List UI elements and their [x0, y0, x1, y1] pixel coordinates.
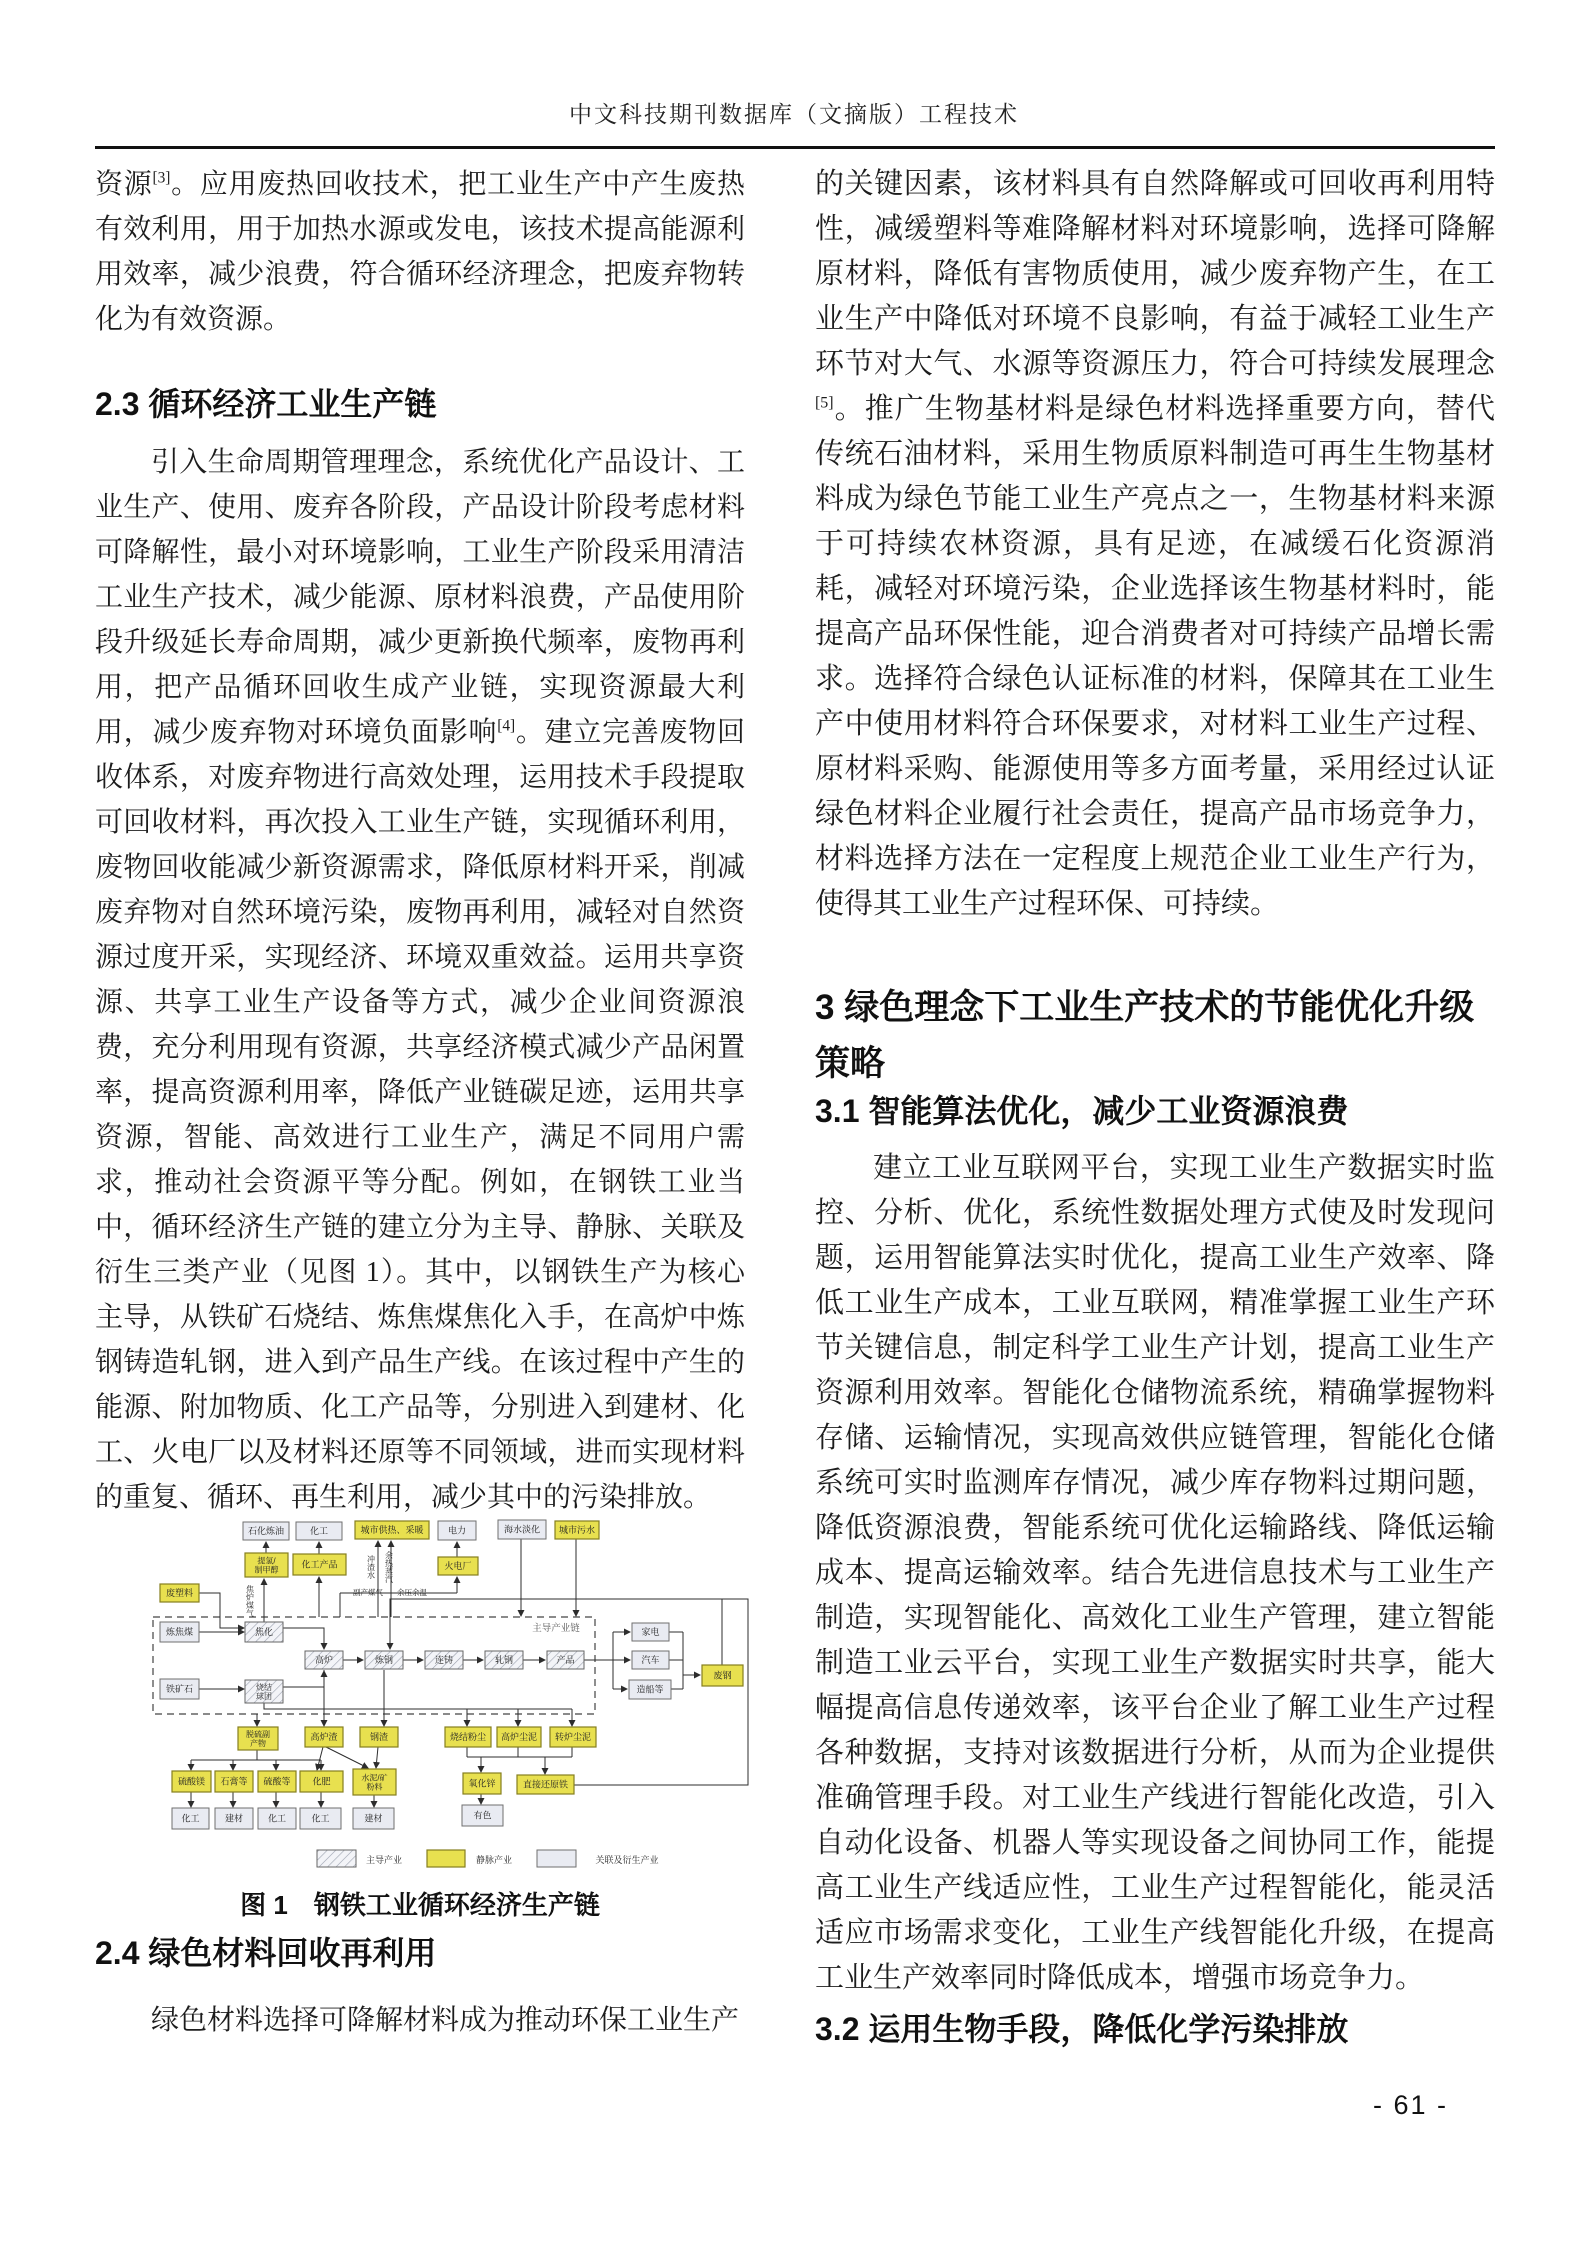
- figure-edge: [283, 1628, 324, 1649]
- figure-node-blast-furnace-slag: [305, 1727, 343, 1747]
- svg-text:化工: 化工: [311, 1813, 330, 1824]
- figure-label-legend-rel-label: 关联及衍生产业: [595, 1855, 659, 1865]
- figure-node-product: [547, 1651, 584, 1669]
- figure-label-residual-pressure-heat: 余压余温: [397, 1588, 427, 1597]
- figure-node-desulfur-byproduct: [238, 1727, 278, 1750]
- figure-edge: [283, 1671, 324, 1687]
- figure-node-building-material-b2: [353, 1808, 394, 1829]
- figure-node-legend-main-swatch: [317, 1850, 356, 1867]
- svg-text:火电厂: 火电厂: [444, 1561, 472, 1571]
- figure-label-byproduct-gas: 副产煤气: [353, 1588, 383, 1597]
- figure-edge: [376, 1747, 378, 1768]
- svg-text:提氢/制甲醇: 提氢/制甲醇: [254, 1556, 279, 1575]
- svg-text:烧结球团: 烧结球团: [256, 1683, 272, 1701]
- figure-node-continuous-casting: [425, 1651, 463, 1669]
- figure-edge: [317, 1747, 323, 1770]
- svg-text:连铸: 连铸: [434, 1655, 454, 1665]
- figure-1-caption: 图 1 钢铁工业循环经济生产链: [240, 1890, 600, 1920]
- figure-node-city-sewage: [555, 1521, 599, 1539]
- left-column: [95, 0, 745, 2245]
- figure-node-sulfuric-acid: [258, 1771, 296, 1792]
- figure-node-chemical-b1: [172, 1808, 209, 1829]
- figure-node-legend-rel-swatch: [537, 1850, 576, 1867]
- svg-text:炼钢: 炼钢: [374, 1655, 394, 1665]
- figure-node-converter-dust-sludge: [550, 1727, 596, 1747]
- right-column: [815, 0, 1495, 2245]
- svg-text:化肥: 化肥: [312, 1776, 331, 1787]
- svg-text:造船等: 造船等: [636, 1684, 664, 1695]
- paragraph-circular-economy-chain: 引入生命周期管理理念，系统优化产品设计、工业生产、使用、废弃各阶段，产品设计阶段考虑材料可降解性，最小对环境影响，工业生产阶段采用清洁工业生产技术，减少能源、原材料浪费，产品使用阶段升级延长寿命周期，减少更新换代频率，废物再利用，把产品循环回收生成产业链，实现资源最大利用，减少废弃物对环境负面影响[4]。建立完善废物回收体系，对废弃物进行高效处理，运用技术手段提取可回收材料，再次投入工业生产链，实现循环利用，废物回收能减少新资源需求，降低原材料开采，削减废弃物对自然环境污染，废物再利用，减轻对自然资源过度开采，实现经济、环境双重效益。运用共享资源、共享工业生产设备等方式，减少企业间资源浪费，充分利用现有资源，共享经济模式减少产品闲置率，提高资源利用率，降低产业链碳足迹，运用共享资源，智能、高效进行工业生产，满足不同用户需求，推动社会资源平等分配。例如，在钢铁工业当中，循环经济生产链的建立分为主导、静脉、关联及衍生三类产业（见图 1）。其中，以钢铁生产为核心主导，从铁矿石烧结、炼焦煤焦化入手，在高炉中炼钢铸造轧钢，进入到产品生产线。在该过程中产生的能源、附加物质、化工产品等，分别进入到建材、化工、火电厂以及材料还原等不同领域，进而实现材料的重复、循环、再生利用，减少其中的污染排放。: [95, 447, 745, 1513]
- figure-node-cement-slag-powder: [353, 1769, 396, 1795]
- svg-text:城市供热、采暖: 城市供热、采暖: [360, 1525, 424, 1535]
- svg-text:焦化: 焦化: [254, 1627, 274, 1637]
- figure-node-chemical-b3: [300, 1808, 341, 1829]
- figure-node-blast-furnace: [305, 1651, 343, 1669]
- heading-3: 3 绿色理念下工业生产技术的节能优化升级策略: [815, 988, 1475, 1083]
- figure-vlabel-slag-flushing-water: 冲渣水: [366, 1555, 376, 1579]
- svg-text:废塑料: 废塑料: [165, 1588, 194, 1598]
- svg-text:直接还原铁: 直接还原铁: [522, 1779, 569, 1790]
- svg-text:有色: 有色: [473, 1810, 492, 1821]
- svg-text:硫酸镁: 硫酸镁: [177, 1776, 206, 1787]
- svg-text:硫酸等: 硫酸等: [263, 1776, 291, 1787]
- svg-text:汽车: 汽车: [641, 1655, 660, 1665]
- figure-node-waste-plastic: [160, 1584, 199, 1602]
- paragraph-degradable-materials: 的关键因素，该材料具有自然降解或可回收再利用特性，减缓塑料等难降解材料对环境影响，选择可降解原材料，降低有害物质使用，减少废弃物产生，在工业生产中降低对环境不良影响，有益于减轻工业生产环节对大气、水源等资源压力，符合可持续发展理念[5]。推广生物基材料是绿色材料选择重要方向，替代传统石油材料，采用生物质原料制造可再生生物基材料成为绿色节能工业生产亮点之一，生物基材料来源于可持续农林资源，具有足迹，在减缓石化资源消耗，减轻对环境污染，企业选择该生物基材料时，能提高产品环保性能，迎合消费者对可持续产品增长需求。选择符合绿色认证标准的材料，保障其在工业生产中使用材料符合环保要求，对材料工业生产过程、原材料采购、能源使用等多方面考量，采用经过认证绿色材料企业履行社会责任，提高产品市场竞争力，材料选择方法在一定程度上规范企业工业生产行为，使得其工业生产过程环保、可持续。: [815, 168, 1495, 920]
- figure-edge: [264, 1703, 572, 1709]
- page-header-title: 中文科技期刊数据库（文摘版）工程技术: [569, 102, 1019, 127]
- figure-node-coking: [245, 1622, 283, 1642]
- figure-node-hydrogen-methanol: [245, 1553, 288, 1577]
- figure-node-steel-slag: [360, 1727, 398, 1747]
- svg-text:海水淡化: 海水淡化: [503, 1524, 541, 1535]
- figure-node-electric-power: [438, 1521, 476, 1540]
- figure-node-petrochemical-refining: [243, 1522, 289, 1540]
- figure-node-automobile: [632, 1651, 669, 1669]
- svg-text:水泥/矿粉料: 水泥/矿粉料: [361, 1773, 388, 1792]
- figure-node-chemical-b2: [258, 1808, 296, 1829]
- heading-3-2: 3.2 运用生物手段，降低化学污染排放: [815, 2011, 1349, 2047]
- figure-label-main-chain-label: 主导产业链: [532, 1623, 580, 1634]
- figure-edge: [326, 1747, 368, 1768]
- figure-node-shipbuilding: [629, 1680, 671, 1699]
- figure-node-chemical-industry-top: [296, 1522, 342, 1540]
- figure-node-magnesium-sulfate: [172, 1771, 211, 1792]
- figure-node-steelmaking: [365, 1651, 403, 1669]
- svg-text:烧结粉尘: 烧结粉尘: [449, 1732, 487, 1742]
- svg-text:高炉渣: 高炉渣: [310, 1732, 338, 1742]
- svg-text:产品: 产品: [556, 1655, 575, 1665]
- figure-node-city-heating: [355, 1521, 429, 1539]
- svg-text:高炉尘泥: 高炉尘泥: [500, 1732, 538, 1742]
- svg-text:炼焦煤: 炼焦煤: [165, 1627, 194, 1637]
- svg-text:铁矿石: 铁矿石: [165, 1684, 194, 1694]
- paragraph-green-material-intro: 绿色材料选择可降解材料成为推动环保工业生产: [151, 2005, 740, 2036]
- svg-text:家电: 家电: [641, 1627, 660, 1637]
- figure-node-bf-dust-sludge: [497, 1727, 541, 1747]
- figure-vlabel-waste-heat-steam: 余热蒸汽: [384, 1551, 394, 1583]
- paragraph-waste-heat-recovery: 资源[3]。应用废热回收技术，把工业生产中产生废热有效利用，用于加热水源或发电，该技术提高能源利用效率，减少浪费，符合循环经济理念，把废弃物转化为有效资源。: [95, 169, 745, 335]
- paragraph-smart-algorithm: 建立工业互联网平台，实现工业生产数据实时监控、分析、优化，系统性数据处理方式使及时发现问题，运用智能算法实时优化，提高工业生产效率、降低工业生产成本，工业互联网，精准掌握工业生产环节关键信息，制定科学工业生产计划，提高工业生产资源利用效率。智能化仓储物流系统，精确掌握物料存储、运输情况，实现高效供应链管理，智能化仓储系统可实时监测库存情况，减少库存物料过期问题，降低资源浪费，智能系统可优化运输路线、降低运输成本、提高运输效率。结合先进信息技术与工业生产制造，实现智能化、高效化工业生产管理，建立智能制造工业云平台，实现工业生产数据实时共享，能大幅提高信息传递效率，该平台企业了解工业生产过程各种数据，支持对该数据进行分析，从而为企业提供准确管理手段。对工业生产线进行智能化改造，引入自动化设备、机器人等实现设备之间协同工作，能提高工业生产线适应性，工业生产过程智能化，能灵活适应市场需求变化，工业生产线智能化升级，在提高工业生产效率同时降低成本，增强市场竞争力。: [815, 1152, 1495, 1994]
- figure-edge: [199, 1593, 244, 1628]
- figure-node-building-material-b1: [215, 1808, 253, 1829]
- figure-node-sinter-pellet: [245, 1680, 283, 1703]
- figure-label-legend-main-label: 主导产业: [365, 1855, 403, 1865]
- heading-2-4: 2.4 绿色材料回收再利用: [95, 1935, 437, 1971]
- svg-text:化工: 化工: [309, 1526, 329, 1536]
- svg-text:转炉尘泥: 转炉尘泥: [554, 1732, 592, 1742]
- figure-node-nonferrous: [462, 1805, 503, 1826]
- svg-text:电力: 电力: [447, 1525, 467, 1536]
- figure-content: [153, 1520, 748, 1867]
- svg-text:高炉: 高炉: [314, 1655, 334, 1665]
- svg-text:轧钢: 轧钢: [494, 1655, 514, 1665]
- figure-node-gypsum: [215, 1771, 253, 1792]
- svg-text:化工: 化工: [267, 1813, 287, 1824]
- figure-node-fertilizer: [300, 1771, 343, 1792]
- svg-text:钢渣: 钢渣: [369, 1732, 389, 1742]
- svg-text:化工产品: 化工产品: [301, 1559, 338, 1570]
- svg-text:建材: 建材: [224, 1813, 244, 1824]
- figure-node-direct-reduced-iron: [517, 1775, 574, 1794]
- heading-3-1: 3.1 智能算法优化，减少工业资源浪费: [815, 1093, 1349, 1129]
- figure-node-legend-vein-swatch: [427, 1850, 465, 1867]
- svg-text:石化炼油: 石化炼油: [247, 1526, 285, 1536]
- figure-node-rolling: [485, 1651, 523, 1669]
- svg-text:脱硫副产物: 脱硫副产物: [246, 1730, 270, 1748]
- figure-node-thermal-power-plant: [438, 1557, 478, 1575]
- figure-vlabel-coke-oven-gas: 焦炉煤气: [245, 1585, 255, 1617]
- svg-text:氧化锌: 氧化锌: [468, 1778, 496, 1789]
- figure-node-chemical-products: [293, 1554, 346, 1575]
- svg-text:化工: 化工: [181, 1813, 200, 1824]
- svg-text:石膏等: 石膏等: [220, 1776, 248, 1787]
- figure-1-diagram: [100, 1517, 760, 1875]
- svg-text:城市污水: 城市污水: [558, 1525, 596, 1535]
- figure-node-seawater-desalination: [498, 1520, 546, 1539]
- figure-label-legend-vein-label: 静脉产业: [475, 1855, 513, 1865]
- figure-node-sinter-dust: [445, 1727, 491, 1747]
- figure-node-coking-coal: [160, 1622, 199, 1642]
- heading-2-3: 2.3 循环经济工业生产链: [95, 386, 437, 422]
- svg-text:废钢: 废钢: [713, 1670, 732, 1681]
- page-number: - 61 -: [1372, 2090, 1448, 2120]
- figure-node-scrap-steel: [702, 1665, 743, 1686]
- figure-node-home-appliance: [632, 1623, 669, 1641]
- svg-text:建材: 建材: [364, 1813, 383, 1824]
- figure-node-zinc-oxide: [463, 1773, 501, 1794]
- figure-node-iron-ore: [160, 1679, 199, 1699]
